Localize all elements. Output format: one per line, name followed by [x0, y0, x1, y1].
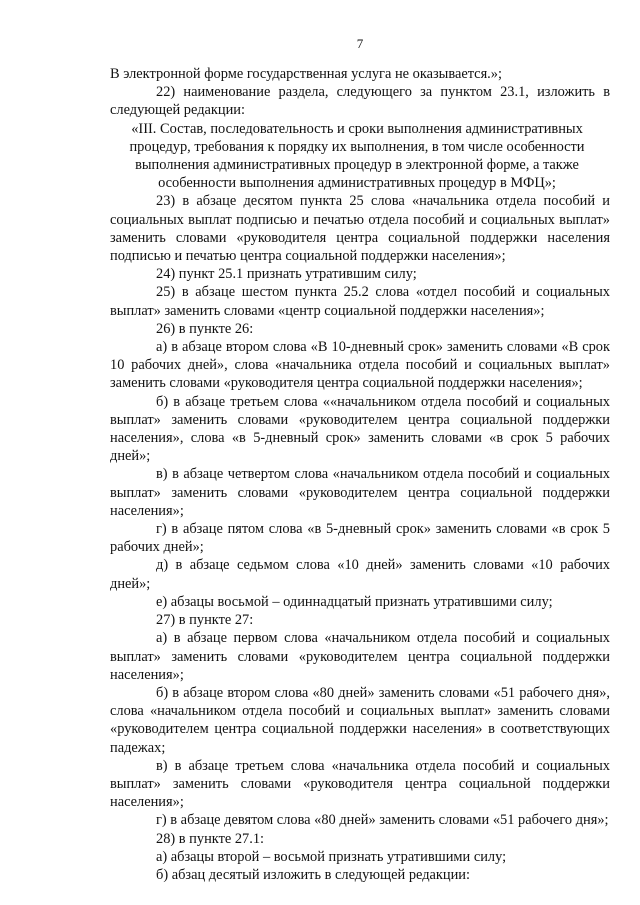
paragraph: г) в абзаце пятом слова «в 5-дневный срок» заменить словами «в срок 5 рабочих дней»;	[110, 521, 610, 556]
paragraph: а) в абзаце первом слова «начальником отдела пособий и социальных выплат» заменить словами «руководителем центра социальной поддержки населения»;	[110, 630, 610, 683]
paragraph: в) в абзаце третьем слова «начальника отдела пособий и социальных выплат» заменить словами «руководителя центра социальной поддержки населения»;	[110, 757, 610, 811]
paragraph: б) абзац десятый изложить в следующей редакции:	[156, 866, 471, 883]
paragraph: 28) в пункте 27.1:	[156, 830, 265, 847]
paragraph: В электронной форме государственная услуга не оказывается.»;	[110, 66, 502, 82]
paragraph: 27) в пункте 27:	[156, 612, 254, 629]
paragraph: е) абзацы восьмой – одиннадцатый признать утратившими силу;	[156, 593, 553, 610]
paragraph: 23) в абзаце десятом пункта 25 слова «начальника отдела пособий и социальных выплат подписью и печатью отдела пособий и социальных выплат» заменить словами «руководителя центра социальной поддержки населения подписью и печатью центра социальной поддержки населения»;	[110, 193, 610, 265]
paragraph: в) в абзаце четвертом слова «начальником отдела пособий и социальных выплат» заменить словами «руководителем центра социальной поддержки населения»;	[110, 466, 610, 519]
paragraph: 25) в абзаце шестом пункта 25.2 слова «отдел пособий и социальных выплат» заменить словами «центр социальной поддержки населения»;	[110, 284, 610, 319]
paragraph: г) в абзаце девятом слова «80 дней» заменить словами «51 рабочего дня»;	[156, 812, 609, 829]
paragraph: 24) пункт 25.1 признать утратившим силу;	[156, 266, 417, 283]
page-number: 7	[356, 36, 364, 51]
section-heading: «III. Состав, последовательность и сроки выполнения административных процедур, требования к порядку их выполнения, в том числе особенности выполнения административных процедур в электронной форме, а также особенности выполнения административных процедур в МФЦ»;	[129, 120, 585, 192]
paragraph: б) в абзаце третьем слова ««начальником отдела пособий и социальных выплат» заменить словами «руководителем центра социальной поддержки населения», слова «в 5-дневный срок» заменить словами «в срок 5 рабочих дней»;	[110, 393, 610, 465]
paragraph: а) в абзаце втором слова «В 10-дневный срок» заменить словами «В срок 10 рабочих дней», слова «начальника отдела пособий и социальных выплат» заменить словами «руководителя центра социальной поддержки населения»;	[110, 339, 610, 392]
document-body	[110, 65, 610, 884]
paragraph: 26) в пункте 26:	[156, 320, 254, 337]
paragraph: д) в абзаце седьмом слова «10 дней» заменить словами «10 рабочих дней»;	[110, 557, 610, 592]
paragraph: б) в абзаце втором слова «80 дней» заменить словами «51 рабочего дня», слова «начальником отдела пособий и социальных выплат» заменить словами «руководителем центра социальной поддержки населения» в соответствующих падежах;	[110, 684, 610, 756]
paragraph: 22) наименование раздела, следующего за пунктом 23.1, изложить в следующей редакции:	[110, 84, 610, 119]
paragraph: а) абзацы второй – восьмой признать утратившими силу;	[156, 848, 507, 865]
